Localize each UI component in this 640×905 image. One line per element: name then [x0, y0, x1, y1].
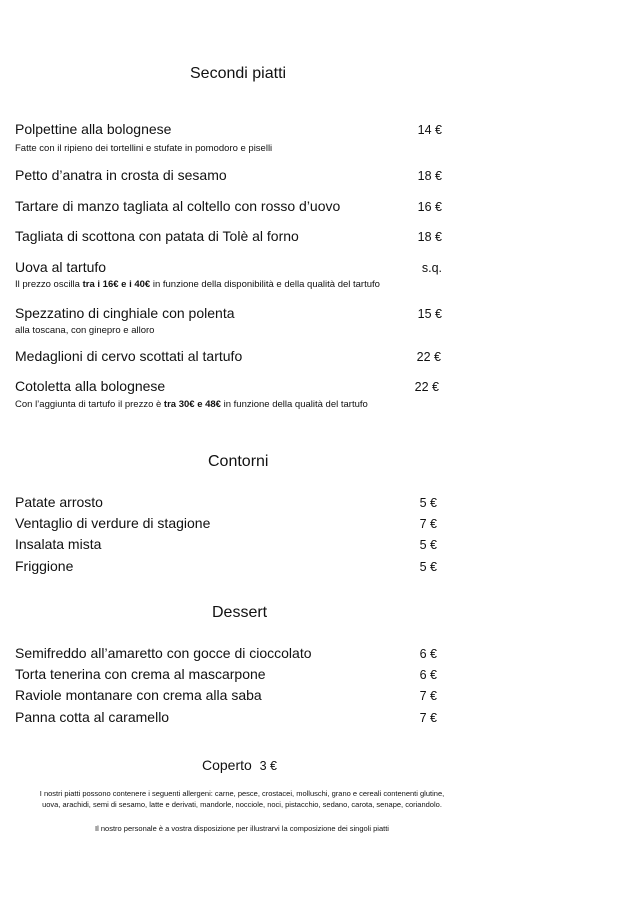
menu-item-name: Ventaglio di verdure di stagione [15, 515, 211, 531]
menu-item-price: 15 € [417, 307, 442, 321]
menu-item-price: 7 € [419, 517, 437, 531]
section-heading-secondi: Secondi piatti [190, 65, 287, 82]
menu-item-price: 5 € [419, 538, 437, 552]
menu-item-price: 5 € [419, 496, 437, 510]
allergens-note-line-1: I nostri piatti possono contenere i seguenti allergeni: carne, pesce, crostacei, molluschi, grano e cereali contenenti glutine, [39, 789, 445, 798]
section-heading-dessert: Dessert [212, 604, 268, 621]
menu-item-price: 7 € [419, 689, 437, 703]
menu-item-name: Torta tenerina con crema al mascarpone [15, 666, 266, 682]
menu-item-name: Medaglioni di cervo scottati al tartufo [15, 348, 243, 364]
cover-charge-price: 3 € [259, 759, 277, 773]
menu-item-name: Spezzatino di cinghiale con polenta [15, 305, 235, 321]
menu-item-name: Raviole montanare con crema alla saba [15, 687, 262, 703]
menu-item-price: s.q. [421, 261, 442, 275]
cover-charge [202, 757, 277, 773]
menu-item-name: Polpettine alla bolognese [15, 121, 172, 137]
menu-item-price: 22 € [414, 380, 439, 394]
cover-charge-label: Coperto [202, 757, 252, 773]
menu-item-price: 18 € [417, 230, 442, 244]
menu-item-name: Insalata mista [15, 536, 102, 552]
allergens-note-line-2: uova, arachidi, semi di sesamo, latte e derivati, mandorle, nocciole, noci, pistacchio, sedano, carota, senape, coriandolo. [42, 800, 442, 809]
menu-item-price: 6 € [419, 668, 437, 682]
menu-item-price: 6 € [419, 647, 437, 661]
menu-item-description: Fatte con il ripieno dei tortellini e stufate in pomodoro e piselli [15, 143, 273, 154]
menu-item-name: Panna cotta al caramello [15, 709, 170, 725]
menu-item-name: Cotoletta alla bolognese [15, 378, 166, 394]
menu-item-price: 14 € [417, 123, 442, 137]
menu-item-description: Con l’aggiunta di tartufo il prezzo è tra 30€ e 48€ in funzione della qualità del tartufo [15, 399, 368, 410]
menu-item-name: Tagliata di scottona con patata di Tolè al forno [15, 228, 299, 244]
menu-item-name: Petto d’anatra in crosta di sesamo [15, 167, 227, 183]
menu-item-name: Semifreddo all’amaretto con gocce di cioccolato [15, 645, 312, 661]
menu-item-price: 5 € [419, 560, 437, 574]
menu-item-name: Friggione [15, 558, 74, 574]
menu-item-description: alla toscana, con ginepro e alloro [15, 325, 155, 336]
staff-note: Il nostro personale è a vostra disposizione per illustrarvi la composizione dei singoli piatti [95, 824, 389, 833]
menu-item-description: Il prezzo oscilla tra i 16€ e i 40€ in funzione della disponibilità e della qualità del tartufo [15, 279, 380, 290]
section-heading-contorni: Contorni [208, 453, 269, 470]
menu-item-price: 18 € [417, 169, 442, 183]
menu-item-name: Uova al tartufo [15, 259, 107, 275]
menu-item-price: 22 € [416, 350, 441, 364]
menu-item-price: 7 € [419, 711, 437, 725]
menu-item-name: Patate arrosto [15, 494, 103, 510]
menu-item-name: Tartare di manzo tagliata al coltello con rosso d’uovo [15, 198, 341, 214]
menu-item-price: 16 € [417, 200, 442, 214]
